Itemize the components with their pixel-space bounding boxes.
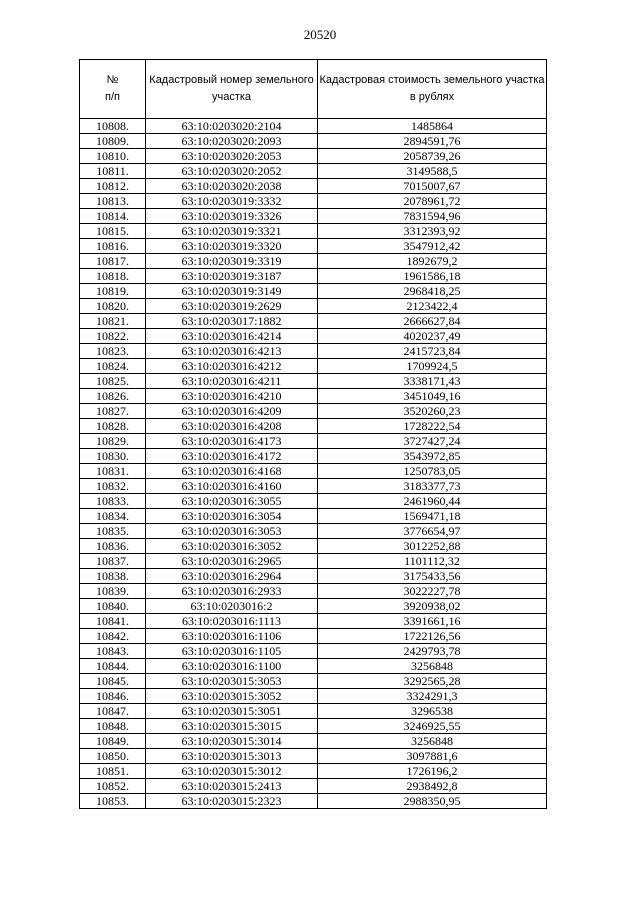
table-header [80, 60, 547, 119]
cell-cadastral-number: 63:10:0203016:4173 [146, 434, 318, 449]
cell-cadastral-value: 3547912,42 [318, 239, 547, 254]
cell-cadastral-number: 63:10:0203016:4208 [146, 419, 318, 434]
cell-cadastral-value: 3175433,56 [318, 569, 547, 584]
cell-cadastral-value: 2078961,72 [318, 194, 547, 209]
cell-row-number: 10850. [80, 749, 146, 764]
cell-row-number: 10823. [80, 344, 146, 359]
cell-cadastral-value: 3338171,43 [318, 374, 547, 389]
table-row [80, 374, 547, 389]
cell-cadastral-value: 2123422,4 [318, 299, 547, 314]
cell-cadastral-number: 63:10:0203015:2413 [146, 779, 318, 794]
cell-row-number: 10813. [80, 194, 146, 209]
cell-cadastral-value: 2968418,25 [318, 284, 547, 299]
table-row [80, 299, 547, 314]
cell-cadastral-number: 63:10:0203019:3187 [146, 269, 318, 284]
cell-row-number: 10829. [80, 434, 146, 449]
cell-cadastral-value: 3296538 [318, 704, 547, 719]
cell-cadastral-number: 63:10:0203015:2323 [146, 794, 318, 809]
cell-row-number: 10831. [80, 464, 146, 479]
table-row [80, 764, 547, 779]
cell-cadastral-number: 63:10:0203016:3055 [146, 494, 318, 509]
header-cadastral-number: Кадастровый номер земельного участка [146, 60, 318, 119]
cell-row-number: 10809. [80, 134, 146, 149]
cell-row-number: 10848. [80, 719, 146, 734]
cell-row-number: 10847. [80, 704, 146, 719]
cell-cadastral-value: 1726196,2 [318, 764, 547, 779]
cell-cadastral-number: 63:10:0203015:3014 [146, 734, 318, 749]
cell-cadastral-number: 63:10:0203020:2104 [146, 119, 318, 134]
cell-cadastral-value: 3520260,23 [318, 404, 547, 419]
table-row [80, 719, 547, 734]
cell-cadastral-value: 2461960,44 [318, 494, 547, 509]
cell-cadastral-value: 7015007,67 [318, 179, 547, 194]
cell-cadastral-number: 63:10:0203015:3015 [146, 719, 318, 734]
table-row [80, 614, 547, 629]
cell-cadastral-number: 63:10:0203019:3320 [146, 239, 318, 254]
cell-cadastral-value: 3324291,3 [318, 689, 547, 704]
cell-cadastral-value: 1892679,2 [318, 254, 547, 269]
cell-row-number: 10840. [80, 599, 146, 614]
cell-cadastral-number: 63:10:0203016:4211 [146, 374, 318, 389]
table-row [80, 644, 547, 659]
cell-cadastral-number: 63:10:0203016:3054 [146, 509, 318, 524]
table-row [80, 689, 547, 704]
table-row [80, 629, 547, 644]
table-row [80, 149, 547, 164]
table-row [80, 749, 547, 764]
cell-cadastral-value: 3776654,97 [318, 524, 547, 539]
cell-cadastral-value: 1961586,18 [318, 269, 547, 284]
cell-cadastral-number: 63:10:0203016:2933 [146, 584, 318, 599]
cell-row-number: 10833. [80, 494, 146, 509]
cell-cadastral-value: 1569471,18 [318, 509, 547, 524]
cell-cadastral-number: 63:10:0203015:3053 [146, 674, 318, 689]
cell-cadastral-value: 3246925,55 [318, 719, 547, 734]
cell-cadastral-number: 63:10:0203016:2 [146, 599, 318, 614]
table-row [80, 434, 547, 449]
cell-cadastral-value: 3097881,6 [318, 749, 547, 764]
table-row [80, 419, 547, 434]
cell-cadastral-value: 3012252,88 [318, 539, 547, 554]
cell-row-number: 10827. [80, 404, 146, 419]
table-row [80, 134, 547, 149]
cell-cadastral-value: 1485864 [318, 119, 547, 134]
cell-cadastral-number: 63:10:0203020:2052 [146, 164, 318, 179]
cell-cadastral-value: 3022227,78 [318, 584, 547, 599]
table-row [80, 239, 547, 254]
cell-cadastral-value: 1728222,54 [318, 419, 547, 434]
table-row [80, 254, 547, 269]
cell-cadastral-value: 7831594,96 [318, 209, 547, 224]
cell-cadastral-value: 2894591,76 [318, 134, 547, 149]
cell-cadastral-value: 3543972,85 [318, 449, 547, 464]
cell-row-number: 10825. [80, 374, 146, 389]
cell-row-number: 10849. [80, 734, 146, 749]
cell-row-number: 10824. [80, 359, 146, 374]
table-row [80, 359, 547, 374]
table-row [80, 404, 547, 419]
cell-cadastral-value: 4020237,49 [318, 329, 547, 344]
table-row [80, 179, 547, 194]
cell-row-number: 10814. [80, 209, 146, 224]
table-body [80, 119, 547, 809]
table-row [80, 569, 547, 584]
table-row [80, 314, 547, 329]
cell-row-number: 10826. [80, 389, 146, 404]
cell-cadastral-number: 63:10:0203019:3326 [146, 209, 318, 224]
cell-cadastral-value: 3312393,92 [318, 224, 547, 239]
table-header-row [80, 60, 547, 119]
table-row [80, 284, 547, 299]
cell-cadastral-value: 1250783,05 [318, 464, 547, 479]
table-row [80, 674, 547, 689]
cell-row-number: 10821. [80, 314, 146, 329]
cell-cadastral-value: 3256848 [318, 659, 547, 674]
cell-cadastral-number: 63:10:0203016:4210 [146, 389, 318, 404]
cell-cadastral-value: 2058739,26 [318, 149, 547, 164]
page-number: 20520 [303, 27, 337, 42]
cell-cadastral-number: 63:10:0203016:4214 [146, 329, 318, 344]
cell-row-number: 10852. [80, 779, 146, 794]
cell-row-number: 10810. [80, 149, 146, 164]
cell-cadastral-value: 3451049,16 [318, 389, 547, 404]
cell-cadastral-number: 63:10:0203019:2629 [146, 299, 318, 314]
cell-cadastral-value: 3149588,5 [318, 164, 547, 179]
cell-cadastral-number: 63:10:0203016:2964 [146, 569, 318, 584]
cell-cadastral-number: 63:10:0203016:4212 [146, 359, 318, 374]
cell-cadastral-value: 2415723,84 [318, 344, 547, 359]
cell-cadastral-number: 63:10:0203016:1100 [146, 659, 318, 674]
table-row [80, 194, 547, 209]
header-row-number: № п/п [80, 60, 146, 119]
cell-cadastral-value: 3727427,24 [318, 434, 547, 449]
cell-row-number: 10835. [80, 524, 146, 539]
cell-row-number: 10834. [80, 509, 146, 524]
cell-cadastral-number: 63:10:0203015:3012 [146, 764, 318, 779]
cell-cadastral-value: 1722126,56 [318, 629, 547, 644]
cell-row-number: 10822. [80, 329, 146, 344]
cell-cadastral-value: 2429793,78 [318, 644, 547, 659]
table-row [80, 704, 547, 719]
table-row [80, 119, 547, 134]
cell-row-number: 10816. [80, 239, 146, 254]
cell-cadastral-number: 63:10:0203015:3051 [146, 704, 318, 719]
cell-cadastral-value: 3183377,73 [318, 479, 547, 494]
cell-cadastral-number: 63:10:0203019:3149 [146, 284, 318, 299]
cell-cadastral-number: 63:10:0203015:3052 [146, 689, 318, 704]
cell-cadastral-number: 63:10:0203016:4209 [146, 404, 318, 419]
cell-row-number: 10818. [80, 269, 146, 284]
table-row [80, 479, 547, 494]
cell-cadastral-value: 3256848 [318, 734, 547, 749]
cell-row-number: 10845. [80, 674, 146, 689]
cell-cadastral-number: 63:10:0203016:4168 [146, 464, 318, 479]
cell-cadastral-number: 63:10:0203020:2093 [146, 134, 318, 149]
cell-row-number: 10837. [80, 554, 146, 569]
table-row [80, 164, 547, 179]
table-row [80, 464, 547, 479]
cell-row-number: 10815. [80, 224, 146, 239]
table-row [80, 449, 547, 464]
cell-cadastral-value: 2666627,84 [318, 314, 547, 329]
cell-cadastral-number: 63:10:0203016:1113 [146, 614, 318, 629]
cell-row-number: 10838. [80, 569, 146, 584]
cell-row-number: 10817. [80, 254, 146, 269]
cell-row-number: 10819. [80, 284, 146, 299]
cadastral-value-table [79, 59, 547, 809]
cell-cadastral-number: 63:10:0203016:1106 [146, 629, 318, 644]
cell-cadastral-number: 63:10:0203016:1105 [146, 644, 318, 659]
table-row [80, 209, 547, 224]
table-row [80, 779, 547, 794]
cell-cadastral-number: 63:10:0203016:4213 [146, 344, 318, 359]
cell-cadastral-number: 63:10:0203019:3319 [146, 254, 318, 269]
cell-cadastral-number: 63:10:0203016:4160 [146, 479, 318, 494]
cell-row-number: 10811. [80, 164, 146, 179]
table-row [80, 599, 547, 614]
cell-row-number: 10844. [80, 659, 146, 674]
cell-row-number: 10836. [80, 539, 146, 554]
table-row [80, 509, 547, 524]
table-row [80, 554, 547, 569]
cell-row-number: 10842. [80, 629, 146, 644]
table-row [80, 539, 547, 554]
cell-row-number: 10820. [80, 299, 146, 314]
cell-row-number: 10828. [80, 419, 146, 434]
table-row [80, 494, 547, 509]
table-row [80, 794, 547, 809]
cell-cadastral-number: 63:10:0203019:3332 [146, 194, 318, 209]
cell-row-number: 10841. [80, 614, 146, 629]
cell-row-number: 10843. [80, 644, 146, 659]
cell-cadastral-value: 3292565,28 [318, 674, 547, 689]
cell-row-number: 10853. [80, 794, 146, 809]
table-row [80, 269, 547, 284]
cell-cadastral-value: 1709924,5 [318, 359, 547, 374]
cell-cadastral-value: 2988350,95 [318, 794, 547, 809]
cell-cadastral-number: 63:10:0203016:4172 [146, 449, 318, 464]
cell-row-number: 10846. [80, 689, 146, 704]
table-row [80, 344, 547, 359]
cell-cadastral-number: 63:10:0203015:3013 [146, 749, 318, 764]
cell-cadastral-number: 63:10:0203020:2053 [146, 149, 318, 164]
cell-cadastral-number: 63:10:0203016:3052 [146, 539, 318, 554]
table-row [80, 389, 547, 404]
cell-cadastral-value: 3391661,16 [318, 614, 547, 629]
cell-row-number: 10830. [80, 449, 146, 464]
cell-row-number: 10851. [80, 764, 146, 779]
cell-cadastral-number: 63:10:0203017:1882 [146, 314, 318, 329]
cell-row-number: 10812. [80, 179, 146, 194]
cell-row-number: 10832. [80, 479, 146, 494]
cell-cadastral-number: 63:10:0203016:3053 [146, 524, 318, 539]
cell-cadastral-value: 2938492,8 [318, 779, 547, 794]
cell-row-number: 10839. [80, 584, 146, 599]
table-row [80, 224, 547, 239]
cell-row-number: 10808. [80, 119, 146, 134]
table-row [80, 734, 547, 749]
table-row [80, 524, 547, 539]
table-row [80, 584, 547, 599]
cell-cadastral-number: 63:10:0203020:2038 [146, 179, 318, 194]
table-row [80, 329, 547, 344]
cell-cadastral-number: 63:10:0203019:3321 [146, 224, 318, 239]
cell-cadastral-value: 3920938,02 [318, 599, 547, 614]
table-row [80, 659, 547, 674]
header-cadastral-value: Кадастровая стоимость земельного участка в рублях [318, 60, 547, 119]
cell-cadastral-number: 63:10:0203016:2965 [146, 554, 318, 569]
cell-cadastral-value: 1101112,32 [318, 554, 547, 569]
